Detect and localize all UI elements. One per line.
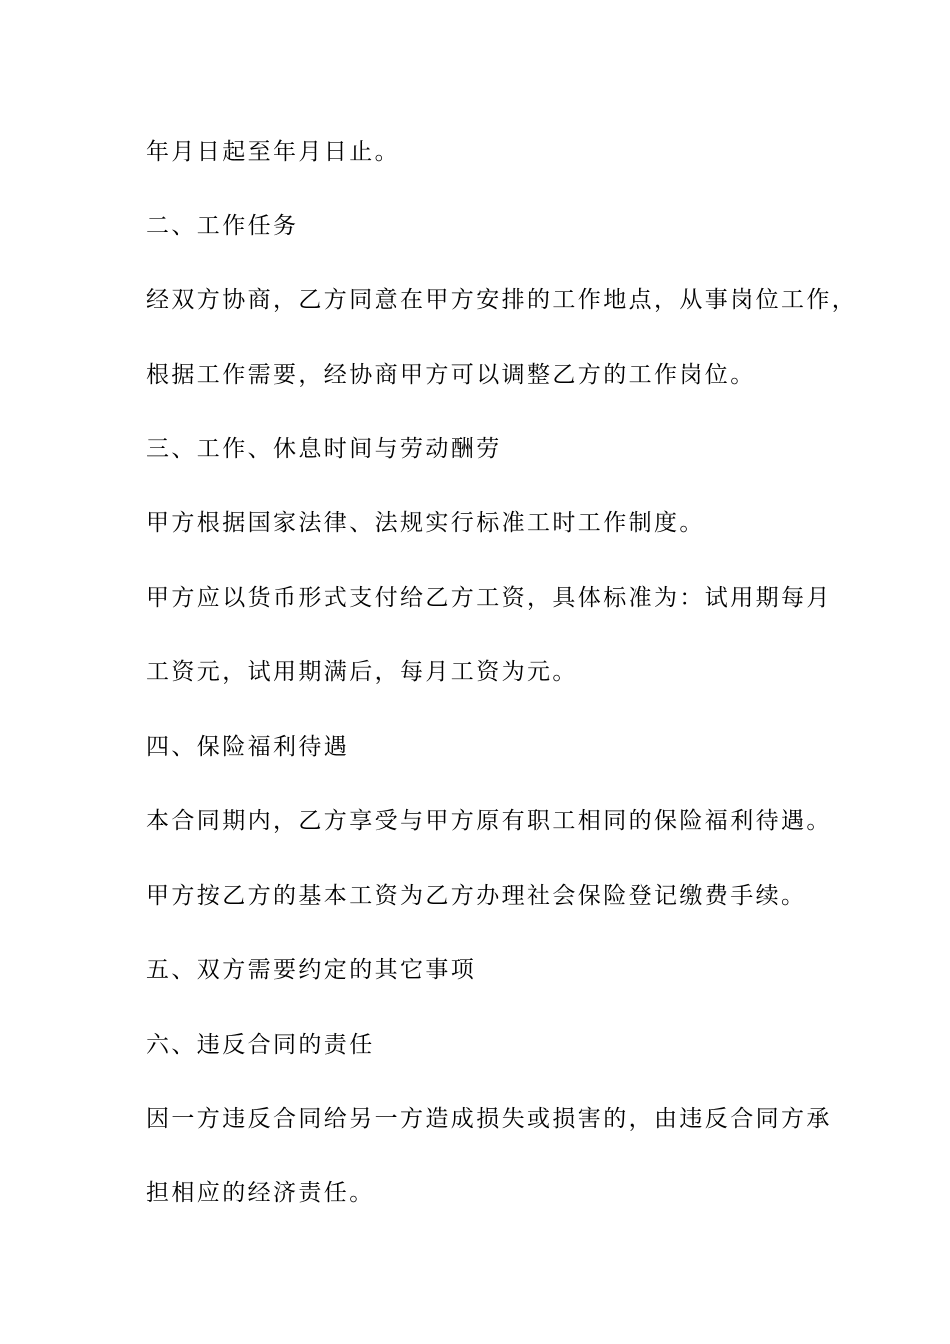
section-heading-other-matters: 五、双方需要约定的其它事项: [146, 957, 477, 983]
text-line: 甲方按乙方的基本工资为乙方办理社会保险登记缴费手续。: [146, 883, 807, 909]
text-line-term: 年月日起至年月日止。: [146, 139, 400, 165]
section-heading-work-tasks: 二、工作任务: [146, 213, 299, 239]
text-line: 根据工作需要，经协商甲方可以调整乙方的工作岗位。: [146, 362, 756, 388]
text-line: 担相应的经济责任。: [146, 1180, 375, 1206]
text-line: 因一方违反合同给另一方造成损失或损害的，由违反合同方承: [146, 1106, 832, 1132]
text-line: 甲方根据国家法律、法规实行标准工时工作制度。: [146, 510, 705, 536]
section-heading-breach-liability: 六、违反合同的责任: [146, 1032, 375, 1058]
section-heading-insurance-benefits: 四、保险福利待遇: [146, 734, 350, 760]
text-line: 本合同期内，乙方享受与甲方原有职工相同的保险福利待遇。: [146, 808, 832, 834]
text-line: 工资元，试用期满后，每月工资为元。: [146, 659, 578, 685]
text-line: 经双方协商，乙方同意在甲方安排的工作地点，从事岗位工作，: [146, 287, 858, 313]
section-heading-work-hours-pay: 三、工作、休息时间与劳动酬劳: [146, 436, 502, 462]
text-line: 甲方应以货币形式支付给乙方工资，具体标准为：试用期每月: [146, 585, 832, 611]
